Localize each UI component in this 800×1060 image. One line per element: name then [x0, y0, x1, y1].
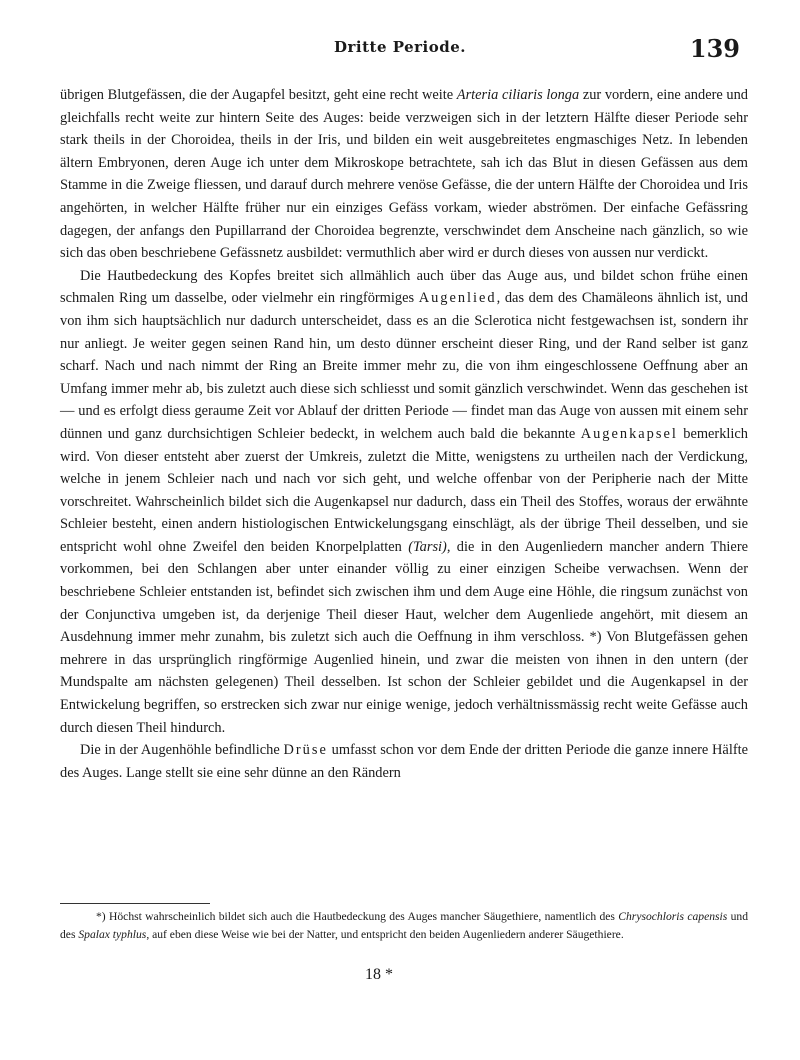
- italic-text: Chrysochloris capensis: [618, 910, 728, 923]
- text-run: umfasst schon vor dem Ende der dritten Periode die ganze innere Hälfte des Auges. Lange stellt sie eine sehr dünne an den Rändern: [60, 742, 748, 781]
- text-run: Die Hautbedeckung des Kopfes breitet sich allmählich auch über das Auge aus, und bildet schon frühe einen schmalen Ring um dasselbe, oder vielmehr ein ringförmiges: [60, 267, 748, 307]
- italic-text: Arteria ciliaris longa: [456, 87, 580, 103]
- text-run: , das dem des Chamäleons ähnlich ist, und von ihm sich hauptsächlich nur dadurch unterscheidet, dass es an die Sclerotica nicht festgewachsen ist, sondern ihr nur anliegt. Je weiter gegen seinen Rand hin, um desto dünner erscheint dieser Ring, und der Rand selber ist ganz scharf. Nach und nach nimmt der Ring an Breite immer mehr zu, die von ihm eingeschlossene Oeffnung aber an Umfang immer mehr ab, bis zuletzt auch diese sich schliesst und somit gänzlich verschwindet. Wenn das geschehen ist — und es erfolgt diess geraume Zeit vor Ablauf der dritten Periode — findet man das Auge von aussen mit einem sehr dünnen und ganz durchsichtigen Schleier bedeckt, in welchem auch bald die bekannte: [60, 290, 749, 442]
- paragraph: [60, 739, 748, 784]
- signature-mark: 18 *: [365, 966, 393, 983]
- italic-text: (Tarsi): [408, 538, 447, 555]
- text-run: bemerklich wird. Von dieser entsteht aber zuerst der Umkreis, zuletzt die Mitte, wenigstens zu urtheilen nach der Verdickung, welche in jenem Schleier nach und nach vor sich geht, und welche offenbar von der Peripherie nach der Mitte vorschreitet. Wahrscheinlich bildet sich die Augenkapsel nur dadurch, dass ein Theil des Stoffes, woraus der erwähnte Schleier besteht, einen andern histiologischen Entwickelungsgang einschlägt, als der übrige Theil desselben, und sie entspricht wohl ohne Zweifel den beiden Knorpelplatten: [60, 425, 748, 555]
- spaced-term: Drüse: [283, 742, 328, 759]
- text-run: , die in den Augenliedern mancher andern Thiere vorkommen, bei den Schlangen aber unter einander völlig zu einer einzigen Scheibe verwachsen. Wenn der beschriebene Schleier entstanden ist, befindet sich zwischen ihm und dem Auge eine Höhle, die ringsum zunächst von der Conjunctiva umgeben ist, da derjenige Theil dieser Haut, welcher dem Augenliede angehört, mit diesem an Ausdehnung immer mehr zunahm, bis zuletzt sich auch die Oeffnung in ihm verschloss. *) Von Blutgefässen gehen mehrere in das ursprünglich ringförmige Augenlied hinein, und zwar die meisten von ihnen in den untern (der Mundspalte am nächsten gelegenen) Theil desselben. Ist schon der Schleier gebildet und die Augenkapsel in der Entwickelung begriffen, so erstrecken sich zwar nur einige wenige, jedoch verhältnissmässig recht weite Gefässe auch durch diesen Theil hindurch.: [60, 538, 748, 736]
- running-head: Dritte Periode.: [333, 38, 466, 56]
- paragraph: [60, 265, 748, 739]
- text-run: Die in der Augenhöhle befindliche: [80, 742, 284, 759]
- text-run: zur vordern, eine andere und gleichfalls recht weite zur hintern Seite des Auges: beide verzweigen sich in der letztern Hälfte dieser Periode sehr stark theils in der Choroidea, theils in der Iris, und bilden ein weit ausgebreitetes engmaschiges Netz. In lebenden ältern Embryonen, deren Auge ich unter dem Mikroskope betrachtete, sah ich das Blut in diesen Gefässen aus dem Stamme in die Zweige fliessen, und darauf durch mehrere venöse Gefässe, die der untern Hälfte der Choroidea und Iris angehörten, in welcher Hälfte früher nur ein einziges Gefäss vorkam, wieder abströmen. Der einfache Gefässring dagegen, der anfangs den Pupillarrand der Choroidea begrenzte, verschwindet dem Anscheine nach gänzlich, so wie sich das oben beschriebene Gefässnetz ausbildet: vermuthlich aber wird er durch dieses von aussen nur verdickt.: [60, 87, 748, 262]
- page-header: [60, 34, 740, 70]
- footnote-rule: [60, 903, 210, 904]
- paragraph: [60, 84, 748, 265]
- spaced-term: Augenkapsel: [580, 425, 678, 442]
- body-text: [60, 84, 748, 784]
- text-run: *) Höchst wahrscheinlich bildet sich auch die Hautbedeckung des Auges mancher Säugethiere, namentlich des: [96, 910, 619, 923]
- text-run: und des: [60, 910, 748, 941]
- text-run: , auf eben diese Weise wie bei der Natter, und entspricht den beiden Augenliedern anderer Säugethiere.: [146, 928, 624, 941]
- text-run: übrigen Blutgefässen, die der Augapfel besitzt, geht eine recht weite: [60, 87, 457, 103]
- spaced-term: Augenlied: [418, 290, 497, 307]
- page-number: 139: [689, 34, 740, 63]
- italic-text: Spalax typhlus: [78, 928, 147, 941]
- footnote: [60, 908, 748, 944]
